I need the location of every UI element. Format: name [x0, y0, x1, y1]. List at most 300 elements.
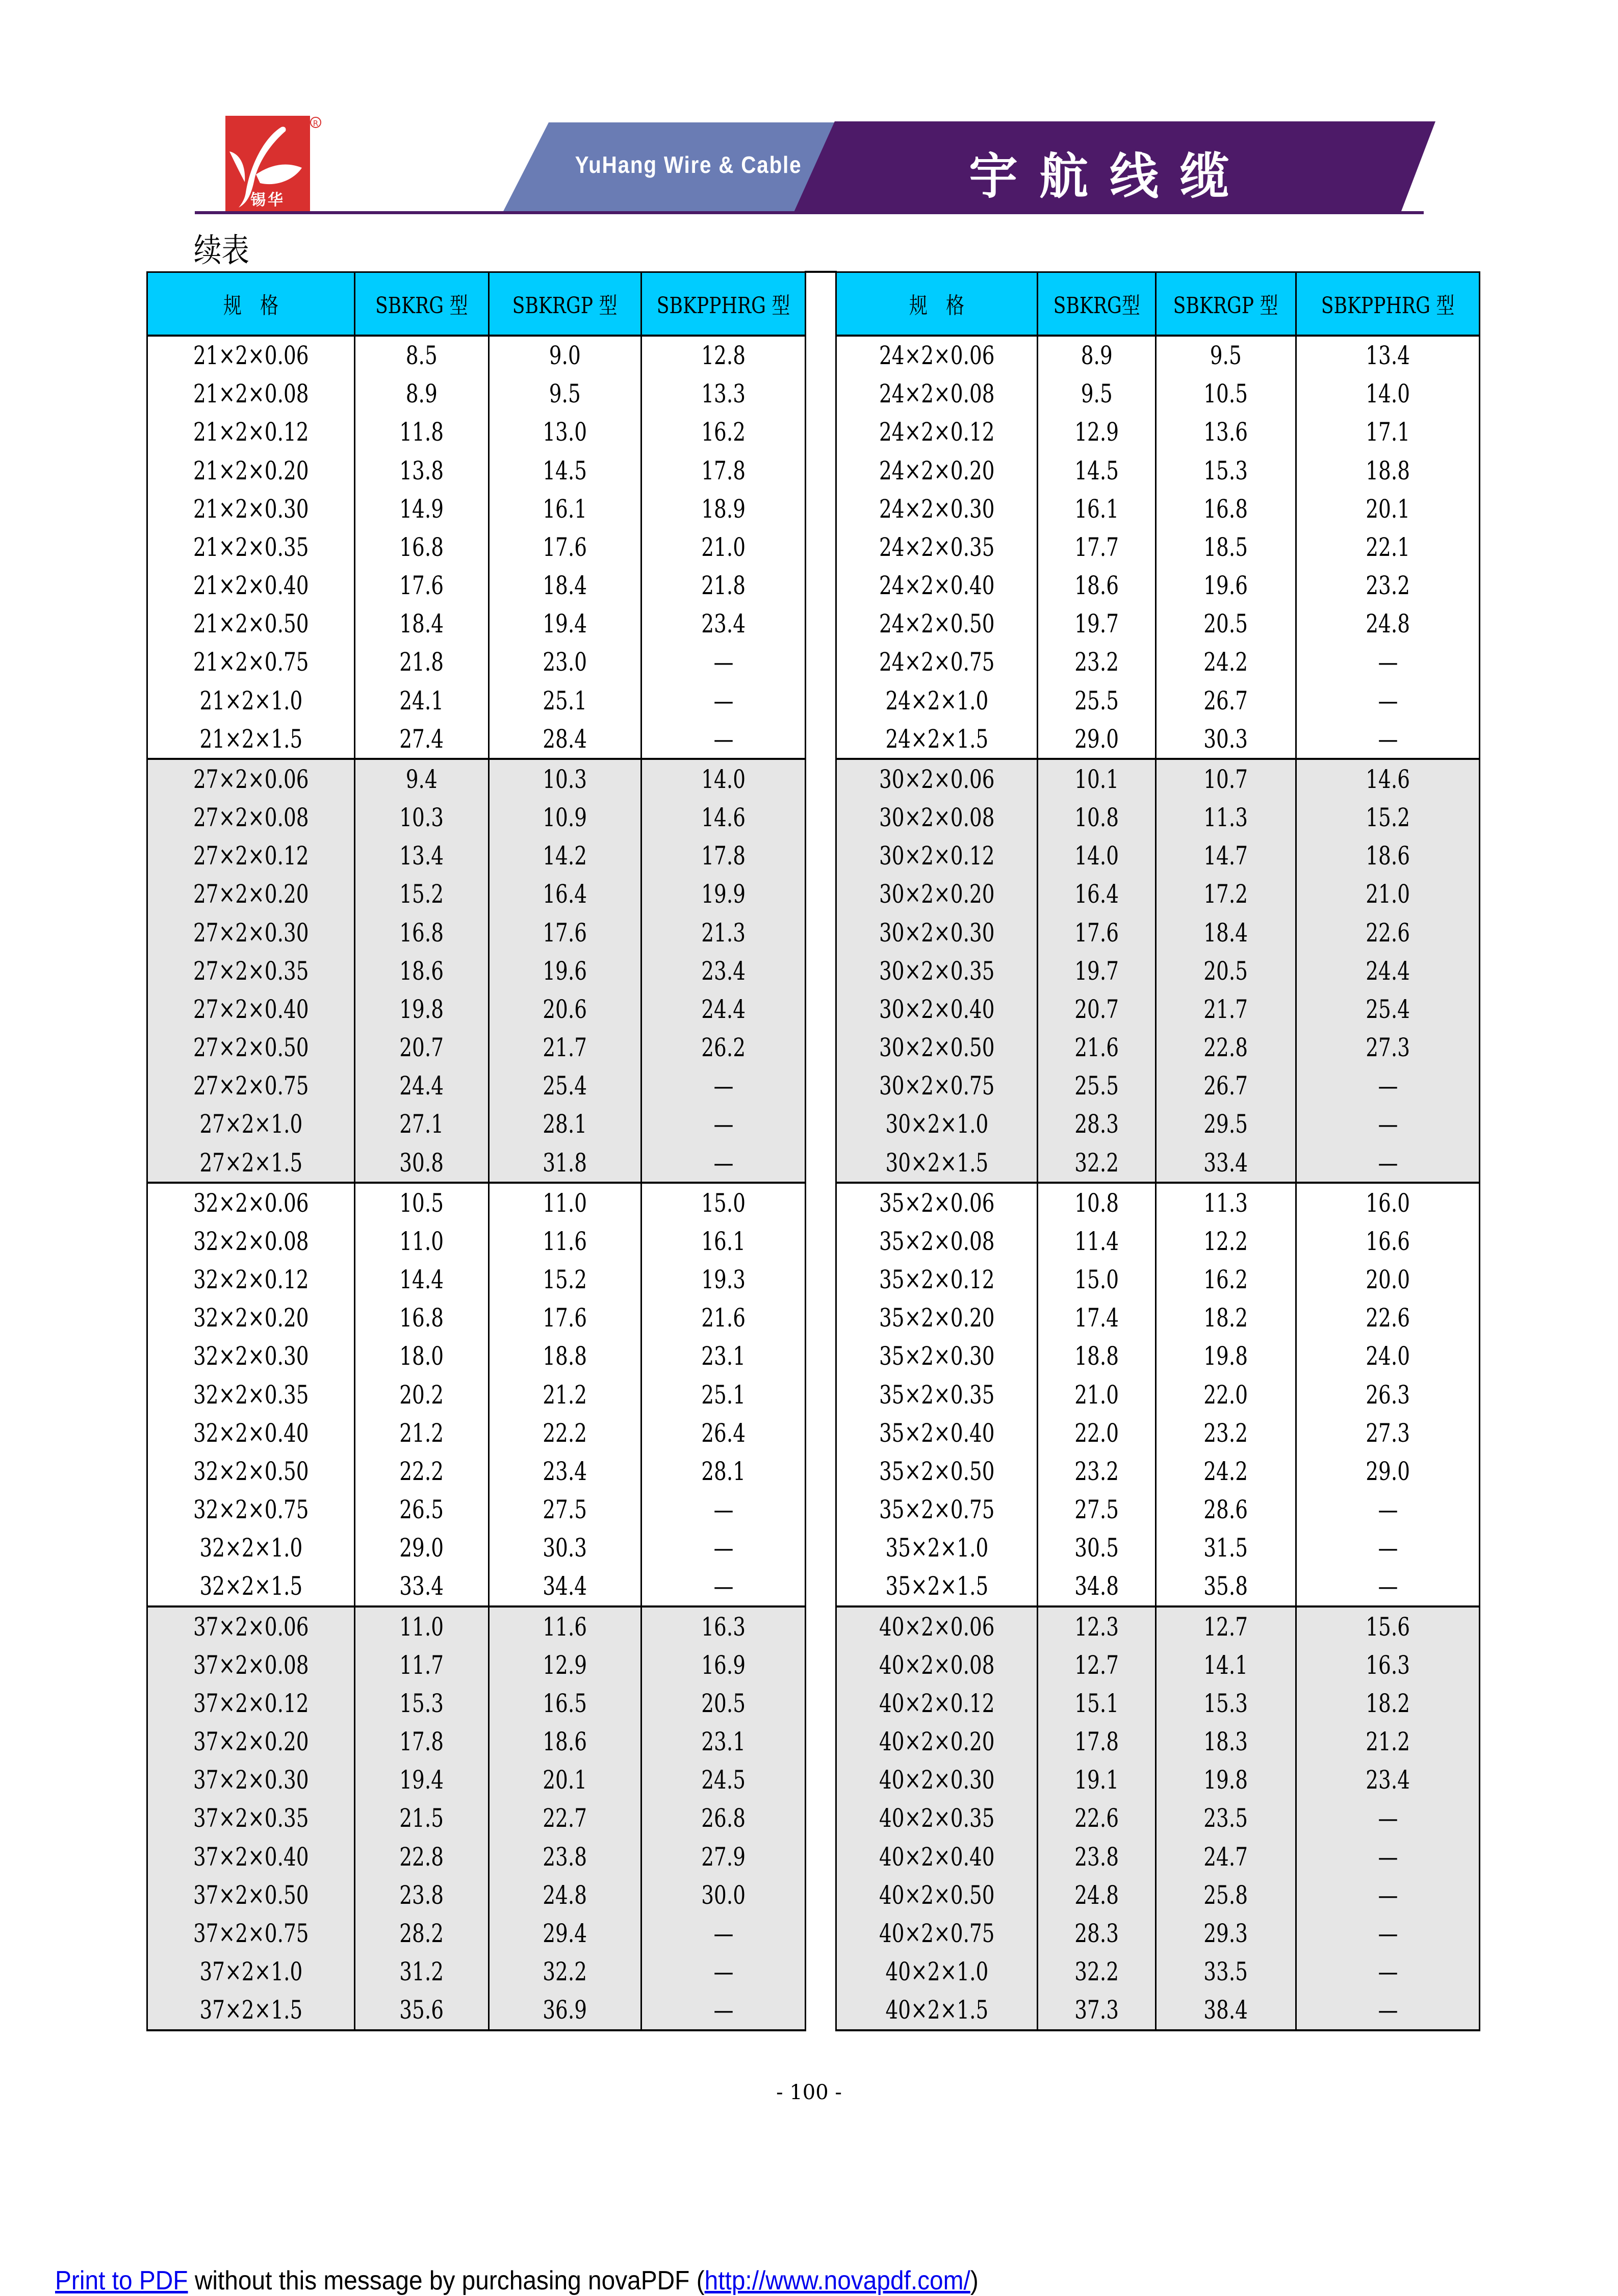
cell-sbkrg-right: 32.2	[1038, 1953, 1156, 1991]
cell-sbkrgp-right: 15.3	[1156, 451, 1296, 490]
cell-spec-right: 30×2×0.06	[836, 759, 1038, 798]
cell-sbkrgp-left: 29.4	[489, 1914, 641, 1952]
cell-sbkrg-right: 14.0	[1038, 837, 1156, 875]
cell-sbkpphrg-right: 16.0	[1296, 1183, 1480, 1222]
cell-spec-left: 32×2×0.20	[147, 1299, 355, 1337]
table-row	[147, 1375, 1480, 1414]
cell-spec-left: 32×2×0.12	[147, 1261, 355, 1299]
table-row	[147, 528, 1480, 566]
table-row	[147, 1529, 1480, 1567]
novapdf-url-link[interactable]: http://www.novapdf.com/	[704, 2266, 970, 2295]
cell-spec-right: 40×2×0.12	[836, 1684, 1038, 1722]
cell-sbkrg-left: 19.4	[355, 1761, 489, 1799]
cell-sbkrgp-right: 15.3	[1156, 1684, 1296, 1722]
cell-spec-left: 32×2×0.35	[147, 1375, 355, 1414]
cell-spec-right: 40×2×0.06	[836, 1606, 1038, 1646]
cell-sbkrg-right: 21.6	[1038, 1029, 1156, 1067]
cell-sbkpphrg-left: 14.0	[641, 759, 806, 798]
gap-column	[806, 1761, 836, 1799]
cell-spec-right: 35×2×0.35	[836, 1375, 1038, 1414]
cell-sbkrg-left: 9.4	[355, 759, 489, 798]
gap-column	[806, 837, 836, 875]
cell-sbkrg-left: 18.0	[355, 1337, 489, 1375]
cell-sbkrg-left: 24.1	[355, 681, 489, 720]
cell-spec-right: 24×2×1.0	[836, 681, 1038, 720]
cell-sbkpphrg-left: 23.1	[641, 1723, 806, 1761]
cell-sbkpphrg-right: 27.3	[1296, 1414, 1480, 1452]
cell-spec-right: 40×2×0.35	[836, 1799, 1038, 1838]
header-sbkpphrg-left: SBKPPHRG 型	[641, 272, 806, 336]
cell-sbkrgp-left: 10.3	[489, 759, 641, 798]
cell-spec-right: 24×2×0.12	[836, 413, 1038, 451]
cell-sbkpphrg-right: —	[1296, 1143, 1480, 1183]
cell-spec-right: 35×2×1.0	[836, 1529, 1038, 1567]
cell-spec-left: 21×2×0.06	[147, 336, 355, 375]
cell-sbkrgp-right: 21.7	[1156, 990, 1296, 1028]
cell-sbkrgp-left: 11.6	[489, 1606, 641, 1646]
cell-spec-right: 35×2×0.75	[836, 1491, 1038, 1529]
cell-sbkrgp-right: 17.2	[1156, 875, 1296, 913]
cell-sbkrgp-left: 24.8	[489, 1876, 641, 1914]
table-row	[147, 875, 1480, 913]
cell-sbkpphrg-right: —	[1296, 1838, 1480, 1876]
gap-column	[806, 1375, 836, 1414]
cell-spec-right: 24×2×1.5	[836, 720, 1038, 759]
cell-sbkrgp-left: 20.1	[489, 1761, 641, 1799]
cell-spec-right: 40×2×0.08	[836, 1646, 1038, 1684]
cell-sbkrg-left: 8.5	[355, 336, 489, 375]
cell-sbkpphrg-left: 15.0	[641, 1183, 806, 1222]
cell-sbkrg-right: 12.3	[1038, 1606, 1156, 1646]
cell-sbkrgp-right: 12.2	[1156, 1222, 1296, 1260]
cell-sbkrgp-right: 30.3	[1156, 720, 1296, 759]
table-row	[147, 1606, 1480, 1646]
cell-sbkrg-left: 28.2	[355, 1914, 489, 1952]
cell-sbkpphrg-right: 24.4	[1296, 952, 1480, 990]
cell-sbkrg-left: 27.4	[355, 720, 489, 759]
cell-sbkpphrg-left: 26.8	[641, 1799, 806, 1838]
cell-sbkpphrg-left: 26.4	[641, 1414, 806, 1452]
cell-sbkpphrg-left: —	[641, 1491, 806, 1529]
footer-close-paren: )	[970, 2266, 979, 2295]
cell-spec-right: 24×2×0.75	[836, 643, 1038, 681]
cell-sbkrgp-right: 10.7	[1156, 759, 1296, 798]
cell-sbkrgp-right: 13.6	[1156, 413, 1296, 451]
cell-sbkrgp-left: 16.1	[489, 490, 641, 528]
cell-sbkpphrg-left: —	[641, 1914, 806, 1952]
table-row	[147, 952, 1480, 990]
cell-sbkrgp-right: 29.3	[1156, 1914, 1296, 1952]
cell-sbkrgp-left: 18.4	[489, 567, 641, 605]
gap-column	[806, 1606, 836, 1646]
cell-spec-left: 32×2×1.5	[147, 1567, 355, 1606]
gap-column	[806, 720, 836, 759]
cell-sbkrg-left: 11.8	[355, 413, 489, 451]
cell-sbkrg-left: 10.5	[355, 1183, 489, 1222]
table-row	[147, 1491, 1480, 1529]
cell-sbkrgp-left: 13.0	[489, 413, 641, 451]
cell-sbkpphrg-right: 16.3	[1296, 1646, 1480, 1684]
cell-sbkpphrg-left: 14.6	[641, 799, 806, 837]
cell-sbkrg-right: 12.9	[1038, 413, 1156, 451]
cell-sbkpphrg-left: 17.8	[641, 451, 806, 490]
print-to-pdf-link[interactable]: Print to PDF	[55, 2266, 188, 2295]
cell-sbkrgp-left: 20.6	[489, 990, 641, 1028]
cell-sbkrg-right: 22.6	[1038, 1799, 1156, 1838]
cell-sbkrgp-left: 34.4	[489, 1567, 641, 1606]
table-row	[147, 1914, 1480, 1952]
gap-column	[806, 567, 836, 605]
cell-sbkpphrg-right: 18.8	[1296, 451, 1480, 490]
table-row	[147, 799, 1480, 837]
cell-sbkrgp-left: 11.6	[489, 1222, 641, 1260]
table-row	[147, 1799, 1480, 1838]
cell-sbkrgp-left: 31.8	[489, 1143, 641, 1183]
cell-sbkrg-right: 17.7	[1038, 528, 1156, 566]
cell-spec-right: 24×2×0.08	[836, 375, 1038, 413]
cell-sbkpphrg-left: 13.3	[641, 375, 806, 413]
gap-column	[806, 1183, 836, 1222]
cell-spec-left: 32×2×0.40	[147, 1414, 355, 1452]
cell-sbkrg-right: 19.1	[1038, 1761, 1156, 1799]
table-body	[147, 336, 1480, 2031]
cell-sbkpphrg-left: —	[641, 1991, 806, 2030]
cell-spec-left: 37×2×0.35	[147, 1799, 355, 1838]
cell-spec-left: 32×2×1.0	[147, 1529, 355, 1567]
cell-sbkrg-right: 12.7	[1038, 1646, 1156, 1684]
table-row	[147, 1761, 1480, 1799]
cell-spec-left: 21×2×0.08	[147, 375, 355, 413]
cell-sbkrg-left: 29.0	[355, 1529, 489, 1567]
cell-sbkrgp-right: 20.5	[1156, 605, 1296, 643]
cell-sbkpphrg-right: 21.2	[1296, 1723, 1480, 1761]
cell-sbkrg-right: 17.4	[1038, 1299, 1156, 1337]
cell-sbkrg-right: 16.4	[1038, 875, 1156, 913]
cell-sbkpphrg-right: 24.8	[1296, 605, 1480, 643]
gap-column	[806, 336, 836, 375]
cell-spec-left: 37×2×0.08	[147, 1646, 355, 1684]
cell-sbkrgp-left: 28.4	[489, 720, 641, 759]
cell-sbkpphrg-right: 15.2	[1296, 799, 1480, 837]
cell-spec-left: 32×2×0.50	[147, 1452, 355, 1490]
cell-sbkrg-left: 18.6	[355, 952, 489, 990]
cell-sbkrg-right: 29.0	[1038, 720, 1156, 759]
company-logo	[225, 116, 319, 213]
cell-spec-right: 24×2×0.06	[836, 336, 1038, 375]
cell-spec-left: 21×2×1.5	[147, 720, 355, 759]
gap-column	[806, 1222, 836, 1260]
page-number: - 100 -	[776, 2081, 842, 2104]
cell-sbkpphrg-right: 15.6	[1296, 1606, 1480, 1646]
cell-sbkpphrg-left: —	[641, 1143, 806, 1183]
cell-spec-right: 35×2×0.08	[836, 1222, 1038, 1260]
cell-sbkrg-left: 20.2	[355, 1375, 489, 1414]
cell-sbkrgp-left: 9.5	[489, 375, 641, 413]
cell-sbkpphrg-right: —	[1296, 1491, 1480, 1529]
cell-sbkrgp-right: 18.2	[1156, 1299, 1296, 1337]
cell-sbkrg-right: 28.3	[1038, 1105, 1156, 1143]
header-sbkpphrg-right: SBKPPHRG 型	[1296, 272, 1480, 336]
cell-sbkpphrg-left: 17.8	[641, 837, 806, 875]
cell-sbkpphrg-right: 18.6	[1296, 837, 1480, 875]
cell-sbkrg-right: 25.5	[1038, 681, 1156, 720]
cell-sbkrg-right: 25.5	[1038, 1067, 1156, 1105]
cell-sbkrg-left: 23.8	[355, 1876, 489, 1914]
gap-column	[806, 799, 836, 837]
cell-sbkpphrg-right: 25.4	[1296, 990, 1480, 1028]
cell-sbkpphrg-left: —	[641, 643, 806, 681]
gap-column	[806, 1143, 836, 1183]
gap-column	[806, 413, 836, 451]
gap-column	[806, 375, 836, 413]
table-row	[147, 681, 1480, 720]
gap-column	[806, 490, 836, 528]
cell-sbkpphrg-right: 20.1	[1296, 490, 1480, 528]
cell-sbkrg-left: 24.4	[355, 1067, 489, 1105]
cell-sbkrg-right: 10.8	[1038, 799, 1156, 837]
table-row	[147, 1991, 1480, 2030]
cell-sbkpphrg-right: 14.6	[1296, 759, 1480, 798]
cell-sbkrg-right: 32.2	[1038, 1143, 1156, 1183]
cell-sbkrgp-left: 25.4	[489, 1067, 641, 1105]
cell-spec-left: 21×2×0.40	[147, 567, 355, 605]
cell-sbkrgp-left: 12.9	[489, 1646, 641, 1684]
cell-spec-left: 21×2×0.12	[147, 413, 355, 451]
cell-spec-right: 35×2×0.20	[836, 1299, 1038, 1337]
table-row	[147, 1222, 1480, 1260]
cell-sbkrg-right: 17.8	[1038, 1723, 1156, 1761]
cable-spec-table	[146, 271, 1480, 2031]
header-spec-right: 规 格	[836, 272, 1038, 336]
cell-sbkrg-left: 16.8	[355, 913, 489, 952]
cell-spec-right: 35×2×0.50	[836, 1452, 1038, 1490]
cell-sbkrgp-left: 25.1	[489, 681, 641, 720]
cell-sbkrgp-right: 14.1	[1156, 1646, 1296, 1684]
table-row	[147, 643, 1480, 681]
cell-spec-left: 32×2×0.75	[147, 1491, 355, 1529]
cell-spec-right: 40×2×0.50	[836, 1876, 1038, 1914]
gap-column	[806, 990, 836, 1028]
cell-spec-right: 24×2×0.30	[836, 490, 1038, 528]
table-row	[147, 451, 1480, 490]
cell-sbkpphrg-left: 23.4	[641, 952, 806, 990]
cell-spec-right: 30×2×0.75	[836, 1067, 1038, 1105]
header-sbkrgp-right: SBKRGP 型	[1156, 272, 1296, 336]
cell-sbkrg-left: 26.5	[355, 1491, 489, 1529]
cell-spec-left: 21×2×0.35	[147, 528, 355, 566]
cell-spec-left: 37×2×0.30	[147, 1761, 355, 1799]
cell-sbkrgp-left: 10.9	[489, 799, 641, 837]
cell-spec-right: 35×2×0.40	[836, 1414, 1038, 1452]
cell-sbkpphrg-left: —	[641, 1529, 806, 1567]
cell-sbkrg-left: 14.4	[355, 1261, 489, 1299]
cell-sbkrgp-right: 24.2	[1156, 643, 1296, 681]
cell-sbkrgp-right: 19.6	[1156, 567, 1296, 605]
cell-spec-right: 24×2×0.35	[836, 528, 1038, 566]
gap-column	[806, 1261, 836, 1299]
cell-sbkrgp-left: 11.0	[489, 1183, 641, 1222]
cell-spec-left: 37×2×1.0	[147, 1953, 355, 1991]
cell-sbkrgp-right: 18.4	[1156, 913, 1296, 952]
cell-sbkrgp-right: 28.6	[1156, 1491, 1296, 1529]
gap-column	[806, 913, 836, 952]
cell-spec-left: 37×2×0.40	[147, 1838, 355, 1876]
cell-spec-right: 35×2×0.06	[836, 1183, 1038, 1222]
gap-column	[806, 1067, 836, 1105]
cell-sbkrgp-right: 14.7	[1156, 837, 1296, 875]
cell-sbkpphrg-left: 19.9	[641, 875, 806, 913]
cell-sbkrgp-left: 15.2	[489, 1261, 641, 1299]
table-row	[147, 1567, 1480, 1606]
cell-sbkrg-right: 11.4	[1038, 1222, 1156, 1260]
cell-sbkpphrg-right: 22.1	[1296, 528, 1480, 566]
cell-spec-right: 40×2×1.0	[836, 1953, 1038, 1991]
gap-column	[806, 1838, 836, 1876]
cell-sbkpphrg-right: —	[1296, 1799, 1480, 1838]
cell-sbkrgp-right: 26.7	[1156, 1067, 1296, 1105]
gap-column	[806, 1529, 836, 1567]
gap-column	[806, 1914, 836, 1952]
header-spec-left: 规 格	[147, 272, 355, 336]
cell-sbkpphrg-left: 16.2	[641, 413, 806, 451]
cell-sbkrg-right: 18.8	[1038, 1337, 1156, 1375]
cell-sbkpphrg-left: —	[641, 1953, 806, 1991]
cell-sbkrgp-right: 33.4	[1156, 1143, 1296, 1183]
table-row	[147, 1953, 1480, 1991]
cell-sbkpphrg-right: 18.2	[1296, 1684, 1480, 1722]
cell-spec-left: 32×2×0.06	[147, 1183, 355, 1222]
cell-sbkpphrg-left: 23.1	[641, 1337, 806, 1375]
cell-sbkrgp-right: 18.5	[1156, 528, 1296, 566]
gap-column	[806, 643, 836, 681]
cell-sbkrg-left: 19.8	[355, 990, 489, 1028]
cell-sbkpphrg-right: 13.4	[1296, 336, 1480, 375]
cell-sbkrgp-right: 19.8	[1156, 1337, 1296, 1375]
table-row	[147, 1646, 1480, 1684]
cell-spec-left: 27×2×1.0	[147, 1105, 355, 1143]
cell-sbkrg-right: 15.0	[1038, 1261, 1156, 1299]
cell-spec-right: 24×2×0.40	[836, 567, 1038, 605]
cell-spec-right: 35×2×0.30	[836, 1337, 1038, 1375]
cell-spec-right: 24×2×0.20	[836, 451, 1038, 490]
cell-sbkrgp-left: 16.5	[489, 1684, 641, 1722]
cell-sbkrgp-right: 24.2	[1156, 1452, 1296, 1490]
cell-sbkpphrg-left: 24.5	[641, 1761, 806, 1799]
cell-sbkrg-left: 8.9	[355, 375, 489, 413]
cell-sbkpphrg-left: —	[641, 1567, 806, 1606]
table-row	[147, 605, 1480, 643]
cell-sbkrg-right: 20.7	[1038, 990, 1156, 1028]
cell-sbkrg-left: 17.8	[355, 1723, 489, 1761]
cell-sbkrgp-left: 23.8	[489, 1838, 641, 1876]
cell-sbkrg-left: 16.8	[355, 1299, 489, 1337]
gap-column	[806, 1567, 836, 1606]
cell-sbkrg-left: 11.7	[355, 1646, 489, 1684]
cell-spec-left: 37×2×0.50	[147, 1876, 355, 1914]
novapdf-footer	[55, 2265, 979, 2296]
cell-sbkrg-left: 11.0	[355, 1222, 489, 1260]
cell-sbkpphrg-right: —	[1296, 1914, 1480, 1952]
cell-sbkpphrg-right: 26.3	[1296, 1375, 1480, 1414]
cell-sbkrg-right: 8.9	[1038, 336, 1156, 375]
table-row	[147, 567, 1480, 605]
cell-spec-left: 32×2×0.30	[147, 1337, 355, 1375]
cell-sbkpphrg-right: 17.1	[1296, 413, 1480, 451]
table-row	[147, 913, 1480, 952]
cell-sbkrg-right: 10.8	[1038, 1183, 1156, 1222]
cell-sbkrg-left: 16.8	[355, 528, 489, 566]
cell-sbkrgp-left: 17.6	[489, 913, 641, 952]
cell-sbkrg-left: 35.6	[355, 1991, 489, 2030]
cell-sbkrgp-left: 16.4	[489, 875, 641, 913]
cell-sbkpphrg-right: —	[1296, 1876, 1480, 1914]
cell-sbkpphrg-left: 12.8	[641, 336, 806, 375]
cell-spec-left: 21×2×0.30	[147, 490, 355, 528]
cell-sbkpphrg-left: 18.9	[641, 490, 806, 528]
cell-sbkrgp-left: 21.7	[489, 1029, 641, 1067]
cell-sbkpphrg-right: 27.3	[1296, 1029, 1480, 1067]
cell-spec-left: 27×2×0.40	[147, 990, 355, 1028]
cell-sbkrg-left: 17.6	[355, 567, 489, 605]
cell-sbkrgp-right: 38.4	[1156, 1991, 1296, 2030]
cell-spec-left: 27×2×0.50	[147, 1029, 355, 1067]
header-sbkrg-right: SBKRG型	[1038, 272, 1156, 336]
cell-sbkrg-right: 37.3	[1038, 1991, 1156, 2030]
cell-sbkpphrg-left: 19.3	[641, 1261, 806, 1299]
cell-spec-right: 30×2×0.35	[836, 952, 1038, 990]
cell-sbkrgp-left: 28.1	[489, 1105, 641, 1143]
cell-sbkpphrg-right: 22.6	[1296, 1299, 1480, 1337]
cell-spec-left: 37×2×0.12	[147, 1684, 355, 1722]
cell-spec-right: 40×2×0.75	[836, 1914, 1038, 1952]
cell-sbkrg-right: 28.3	[1038, 1914, 1156, 1952]
cell-sbkrg-right: 17.6	[1038, 913, 1156, 952]
gap-column	[806, 1799, 836, 1838]
cell-sbkrg-right: 23.2	[1038, 1452, 1156, 1490]
cell-sbkrg-left: 31.2	[355, 1953, 489, 1991]
cell-spec-right: 30×2×0.20	[836, 875, 1038, 913]
cell-spec-left: 37×2×0.75	[147, 1914, 355, 1952]
cell-spec-right: 40×2×0.30	[836, 1761, 1038, 1799]
cell-spec-left: 37×2×0.20	[147, 1723, 355, 1761]
cell-spec-left: 27×2×0.20	[147, 875, 355, 913]
cell-spec-right: 40×2×0.20	[836, 1723, 1038, 1761]
cell-sbkpphrg-right: 23.2	[1296, 567, 1480, 605]
cell-sbkpphrg-left: 16.1	[641, 1222, 806, 1260]
table-row	[147, 375, 1480, 413]
cell-sbkpphrg-right: —	[1296, 1953, 1480, 1991]
cell-sbkrgp-right: 31.5	[1156, 1529, 1296, 1567]
table-row	[147, 990, 1480, 1028]
table-row	[147, 1105, 1480, 1143]
cell-spec-left: 21×2×0.20	[147, 451, 355, 490]
cell-sbkpphrg-left: 30.0	[641, 1876, 806, 1914]
cell-sbkrgp-left: 36.9	[489, 1991, 641, 2030]
cell-spec-right: 30×2×1.0	[836, 1105, 1038, 1143]
cell-sbkpphrg-left: 21.3	[641, 913, 806, 952]
cell-sbkrgp-left: 22.2	[489, 1414, 641, 1452]
cell-sbkrgp-left: 23.0	[489, 643, 641, 681]
cell-sbkpphrg-right: 21.0	[1296, 875, 1480, 913]
cell-sbkrgp-left: 30.3	[489, 1529, 641, 1567]
cell-sbkrg-left: 21.2	[355, 1414, 489, 1452]
gap-column	[806, 759, 836, 798]
cell-spec-right: 30×2×1.5	[836, 1143, 1038, 1183]
cell-sbkrgp-right: 25.8	[1156, 1876, 1296, 1914]
gap-column	[806, 605, 836, 643]
cell-sbkrg-left: 30.8	[355, 1143, 489, 1183]
cell-sbkrgp-right: 22.8	[1156, 1029, 1296, 1067]
